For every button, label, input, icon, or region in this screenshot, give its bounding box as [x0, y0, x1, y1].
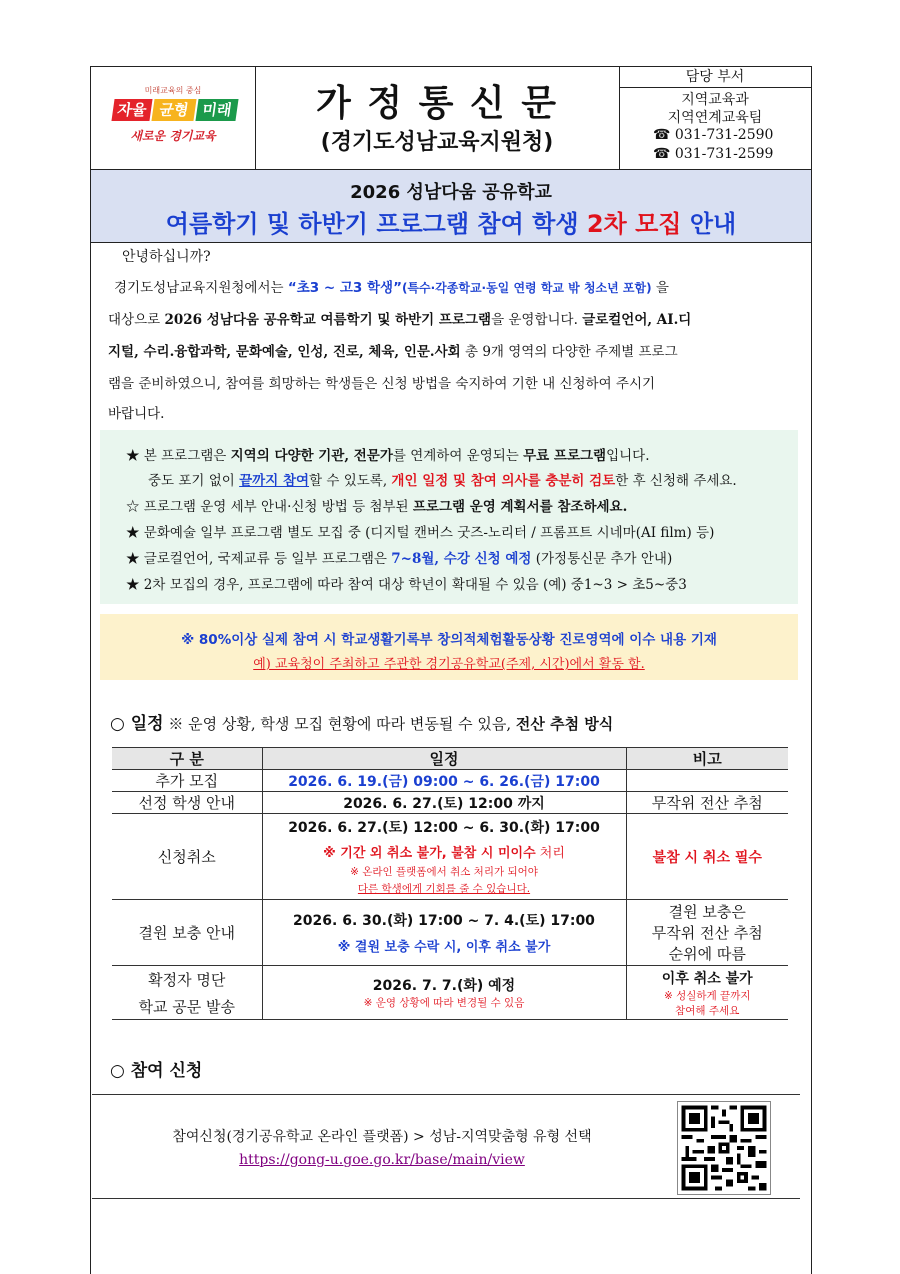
tip-text: 한 후 신청해 주세요.	[615, 473, 737, 489]
row-date: 2026. 6. 19.(금) 09:00 ~ 6. 26.(금) 17:00	[262, 770, 626, 792]
department-team: 지역연계교육팀	[667, 110, 763, 126]
program-areas: 지털, 수리.융합과학, 문화예술, 인성, 진로, 체육, 인문.사회	[108, 344, 461, 360]
schedule-title: ○ 일정	[110, 714, 164, 734]
table-row	[112, 792, 788, 814]
row-label: 추가 모집	[112, 770, 262, 792]
phone-number-2: 031-731-2599	[674, 146, 774, 162]
tip-text: 중도 포기 없이	[148, 473, 240, 489]
logo-cell	[91, 67, 256, 170]
schedule-method: 전산 추첨 방식	[515, 715, 614, 733]
tip-text: ☆ 프로그램 운영 세부 안내·신청 방법 등 첨부된	[126, 499, 413, 515]
intro-text: 을	[651, 280, 669, 296]
row-note: 순위에 따름	[668, 945, 746, 963]
row-date: 2026. 6. 27.(토) 12:00 ~ 6. 30.(화) 17:00	[288, 820, 600, 836]
tip-3	[126, 495, 627, 515]
phone-number-1: 031-731-2590	[674, 127, 774, 143]
row-date: 2026. 6. 27.(토) 12:00 까지	[262, 792, 626, 814]
row-label: 결원 보충 안내	[112, 900, 262, 966]
vacancy-warning: ※ 결원 보충 수락 시, 이후 취소 불가	[337, 940, 551, 955]
tip-bold: 프로그램 운영 계획서를 참조하세요.	[412, 499, 628, 515]
row-date-cell	[262, 814, 626, 900]
tip-1	[126, 444, 650, 464]
record-note-line-1: ※ 80%이상 실제 참여 시 학교생활기록부 창의적체험활동상황 진로영역에 이수 내용 기재	[181, 632, 717, 648]
row-date-cell	[262, 966, 626, 1020]
intro-text: 경기도성남교육지원청에서는	[114, 280, 288, 296]
logo-word-1: 자율	[111, 99, 152, 121]
apply-heading: ○ 참여 신청	[110, 1061, 203, 1081]
row-label: 선정 학생 안내	[112, 792, 262, 814]
row-note-cell	[626, 900, 788, 966]
greeting: 안녕하십니까?	[122, 249, 211, 265]
tip-highlight: 7~8월, 수강 신청 예정	[391, 551, 532, 567]
cancel-detail-2: 다른 학생에게 기회를 줄 수 있습니다.	[357, 883, 531, 895]
cancel-warning-tail: 처리	[535, 846, 565, 861]
row-note: 결원 보충은	[668, 903, 746, 921]
apply-instruction: 참여신청(경기공유학교 온라인 플랫폼) > 성남-지역맞춤형 유형 선택	[172, 1129, 592, 1145]
row-date: 2026. 6. 30.(화) 17:00 ~ 7. 4.(토) 17:00	[293, 913, 595, 929]
intro-text: 을 운영합니다.	[491, 312, 583, 328]
tip-text: 입니다.	[606, 448, 650, 464]
change-note: ※ 운영 상황에 따라 변경될 수 있음	[363, 997, 525, 1009]
logo-word-3: 미래	[195, 99, 238, 121]
apply-divider-bottom	[92, 1198, 800, 1199]
intro-line-1	[114, 276, 798, 296]
target-grade: “초3 ~ 고3 학생”	[287, 280, 402, 296]
title-banner	[91, 170, 811, 243]
phone-line-2	[653, 146, 773, 162]
row-note-cell	[626, 966, 788, 1020]
tip-bold: 지역의 다양한 기관, 전문가	[230, 448, 393, 464]
intro-line-2	[108, 308, 798, 328]
tip-5	[126, 547, 672, 567]
column-header: 구 분	[112, 748, 262, 770]
tip-warning: 개인 일정 및 참여 의사를 충분히 검토	[391, 473, 616, 489]
cancel-detail: ※ 온라인 플랫폼에서 취소 처리가 되어야	[350, 866, 538, 878]
intro-text: 대상으로	[108, 312, 165, 328]
schedule-note: ※ 운영 상황, 학생 모집 현황에 따라 변동될 수 있음,	[163, 715, 516, 733]
tip-text: ★ 본 프로그램은	[126, 448, 231, 464]
table-row	[112, 814, 788, 900]
row-date-cell	[262, 900, 626, 966]
row-note	[626, 770, 788, 792]
schedule-heading	[110, 709, 613, 734]
program-areas: 글로컬언어, AI.디	[582, 312, 692, 328]
row-note: 불참 시 취소 필수	[626, 814, 788, 900]
banner-line-2	[91, 204, 811, 239]
tip-text: (가정통신문 추가 안내)	[531, 551, 673, 567]
logo-bottom-text: 새로운 경기교육	[130, 129, 216, 143]
page-subtitle: (경기도성남교육지원청)	[320, 130, 554, 155]
tip-6: ★ 2차 모집의 경우, 프로그램에 따라 참여 대상 학년이 확대될 수 있음 (예) 중1~3 > 초5~중3	[126, 577, 687, 593]
target-detail: (특수·각종학교·동일 연령 학교 밖 청소년 포함)	[401, 281, 652, 295]
column-header: 일정	[262, 748, 626, 770]
tip-highlight: 끝까지 참여	[239, 473, 310, 489]
logo-word-2: 균형	[151, 99, 196, 121]
tip-text: 를 연계하여 운영되는	[392, 448, 524, 464]
row-label: 학교 공문 발송	[138, 997, 235, 1016]
cancel-warning-bold: ※ 기간 외 취소 불가, 불참 시 미이수	[323, 846, 536, 861]
banner-tail: 안내	[681, 210, 737, 238]
phone-line-1	[653, 127, 773, 143]
department-name: 지역교육과	[681, 92, 749, 108]
tip-bold: 무료 프로그램	[523, 448, 607, 464]
apply-divider-top	[92, 1094, 800, 1095]
cancel-warning	[263, 842, 626, 861]
intro-line-5: 바랍니다.	[108, 406, 165, 422]
table-row	[112, 900, 788, 966]
schedule-table	[112, 747, 788, 1020]
table-row	[112, 966, 788, 1020]
department-label: 담당 부서	[619, 67, 811, 88]
row-date: 2026. 7. 7.(화) 예정	[372, 978, 516, 994]
table-row	[112, 770, 788, 792]
row-note: 이후 취소 불가	[661, 970, 753, 987]
column-header: 비고	[626, 748, 788, 770]
row-note: 무작위 전산 추첨	[626, 792, 788, 814]
page-title: 가 정 통 신 문	[315, 83, 558, 124]
table-header-row	[112, 748, 788, 770]
department-cell	[619, 67, 811, 170]
phone-icon: ☎	[653, 146, 675, 162]
row-label: 신청취소	[112, 814, 262, 900]
intro-line-4: 램을 준비하였으니, 참여를 희망하는 학생들은 신청 방법을 숙지하여 기한 내 신청하여 주시기	[108, 376, 656, 392]
row-label: 확정자 명단	[148, 970, 226, 989]
banner-highlight: 2차 모집	[586, 210, 682, 238]
tip-text: 할 수 있도록,	[309, 473, 392, 489]
intro-text: 총 9개 영역의 다양한 주제별 프로그	[460, 344, 678, 360]
phone-icon: ☎	[653, 127, 675, 143]
tip-2	[148, 469, 737, 489]
program-name: 2026 성남다움 공유학교 여름학기 및 하반기 프로그램	[164, 312, 492, 328]
logo-top-text: 미래교육의 중심	[144, 86, 202, 95]
intro-line-3	[108, 340, 798, 360]
row-note-sub: 참여해 주세요	[675, 1004, 740, 1017]
apply-link[interactable]: https://gong-u.goe.go.kr/base/main/view	[239, 1152, 525, 1168]
banner-main-text: 여름학기 및 하반기 프로그램 참여 학생	[165, 210, 587, 238]
row-note: 무작위 전산 추첨	[651, 924, 763, 942]
banner-line-1: 2026 성남다움 공유학교	[350, 182, 552, 203]
qr-code-icon	[677, 1101, 771, 1195]
tip-text: ★ 글로컬언어, 국제교류 등 일부 프로그램은	[126, 551, 392, 567]
title-cell	[255, 67, 620, 170]
record-note-line-2: 예) 교육청이 주최하고 주관한 경기공유학교(주제, 시간)에서 활동 함.	[253, 657, 645, 672]
row-label-cell	[112, 966, 262, 1020]
row-note-sub: ※ 성실하게 끝까지	[664, 989, 751, 1002]
gyeonggi-education-logo	[113, 99, 237, 121]
tip-4: ★ 문화예술 일부 프로그램 별도 모집 중 (디지털 캔버스 굿즈-노리터 / 프롬프트 시네마(AI film) 등)	[126, 525, 715, 541]
